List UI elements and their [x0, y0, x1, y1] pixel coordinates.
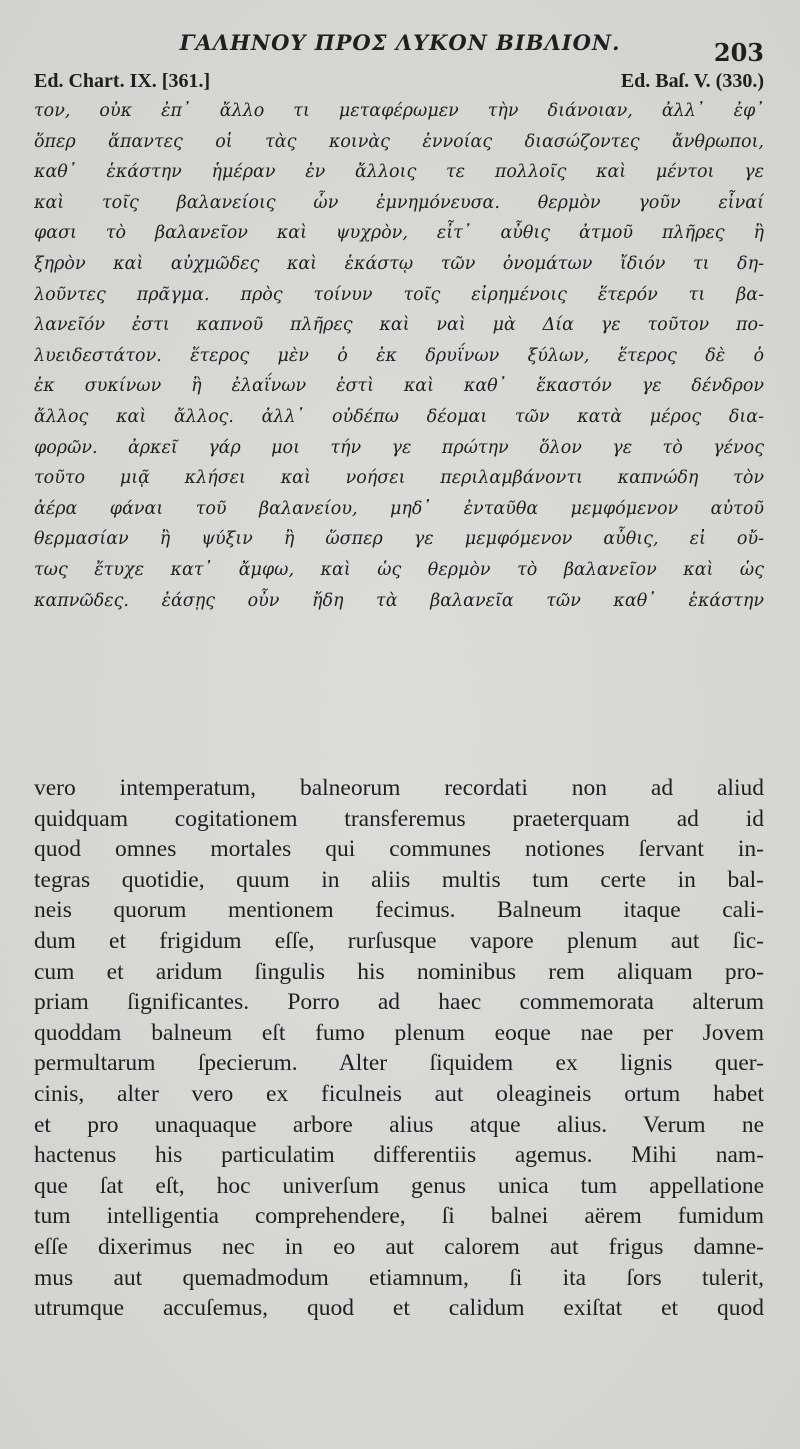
- latin-text-line: cinis, alter vero ex ficulneis aut oleagineis ortum habet: [34, 1080, 764, 1107]
- edition-reference-left: Ed. Chart. IX. [361.]: [34, 70, 211, 92]
- greek-text-line: καὶ τοῖς βαλανείοις ὧν ἐμνημόνευσα. θερμὸν γοῦν εἶναί: [34, 192, 764, 213]
- greek-text-block: [34, 96, 764, 616]
- greek-text-line: καπνῶδες. ἐάσῃς οὖν ἤδη τὰ βαλανεῖα τῶν καθ᾽ ἑκάστην: [34, 590, 764, 611]
- latin-text-line: que ſat eſt, hoc univerſum genus unica tum appellatione: [34, 1172, 764, 1199]
- greek-text-line: λοῦντες πρᾶγμα. πρὸς τοίνυν τοῖς εἰρημένοις ἕτερόν τι βα-: [34, 284, 764, 305]
- latin-text-line: tegras quotidie, quum in aliis multis tum certe in bal-: [34, 866, 764, 893]
- greek-text-line: τοῦτο μιᾷ κλήσει καὶ νοήσει περιλαμβάνοντι καπνώδη τὸν: [34, 468, 764, 489]
- latin-text-line: neis quorum mentionem fecimus. Balneum itaque cali-: [34, 897, 764, 924]
- latin-text-line: quidquam cogitationem transferemus praeterquam ad id: [34, 805, 764, 832]
- latin-text-line: eſſe dixerimus nec in eo aut calorem aut frigus damne-: [34, 1233, 764, 1260]
- greek-text-line: τως ἔτυχε κατ᾽ ἄμφω, καὶ ὡς θερμὸν τὸ βαλανεῖον καὶ ὡς: [34, 559, 764, 580]
- latin-text-line: tum intelligentia comprehendere, ſi balnei aërem fumidum: [34, 1203, 764, 1230]
- page-number: 203: [713, 38, 764, 67]
- latin-text-line: quod omnes mortales qui communes notiones ſervant in-: [34, 836, 764, 863]
- latin-text-line: utrumque accuſemus, quod et calidum exiſtat et quod: [34, 1295, 764, 1322]
- greek-text-line: τον, οὐκ ἐπ᾽ ἄλλο τι μεταφέρωμεν τὴν διάνοιαν, ἀλλ᾽ ἐφ᾽: [34, 101, 764, 121]
- latin-text-line: quoddam balneum eſt fumo plenum eoque nae per Jovem: [34, 1019, 764, 1046]
- running-title: ΓΑΛΗΝΟΥ ΠΡΟΣ ΛΥΚΟΝ ΒΙΒΛΙΟΝ.: [179, 30, 621, 55]
- latin-text-block: [34, 773, 764, 1324]
- greek-text-line: φασι τὸ βαλανεῖον καὶ ψυχρὸν, εἶτ᾽ αὖθις ἀτμοῦ πλῆρες ἢ: [34, 223, 764, 244]
- greek-text-line: ἄλλος καὶ ἄλλος. ἀλλ᾽ οὐδέπω δέομαι τῶν κατὰ μέρος δια-: [34, 406, 764, 427]
- latin-text-line: hactenus his particulatim differentiis agemus. Mihi nam-: [34, 1142, 764, 1169]
- greek-text-line: καθ᾽ ἑκάστην ἡμέραν ἐν ἄλλοις τε πολλοῖς καὶ μέντοι γε: [34, 162, 764, 183]
- latin-text-line: mus aut quemadmodum etiamnum, ſi ita ſors tulerit,: [34, 1264, 764, 1291]
- edition-reference-line: [34, 70, 764, 93]
- greek-text-line: λανεῖόν ἐστι καπνοῦ πλῆρες καὶ ναὶ μὰ Δία γε τοῦτον πο-: [34, 315, 764, 336]
- latin-text-line: priam ſignificantes. Porro ad haec commemorata alterum: [34, 989, 764, 1016]
- latin-text-line: permultarum ſpecierum. Alter ſiquidem ex lignis quer-: [34, 1050, 764, 1077]
- greek-text-line: φορῶν. ἀρκεῖ γάρ μοι τήν γε πρώτην ὅλον γε τὸ γένος: [34, 437, 764, 458]
- greek-text-line: ὅπερ ἅπαντες οἱ τὰς κοινὰς ἐννοίας διασώζοντες ἄνθρωποι,: [34, 131, 764, 152]
- greek-text-line: λυειδεστάτον. ἕτερος μὲν ὁ ἐκ δρυΐνων ξύλων, ἕτερος δὲ ὁ: [34, 345, 764, 366]
- greek-text-line: ἀέρα φάναι τοῦ βαλανείου, μηδ᾽ ἐνταῦθα μεμφόμενον αὐτοῦ: [34, 498, 764, 519]
- greek-text-line: ἐκ συκίνων ἢ ἐλαΐνων ἐστὶ καὶ καθ᾽ ἕκαστόν γε δένδρον: [34, 376, 764, 397]
- latin-text-line: cum et aridum ſingulis his nominibus rem aliquam pro-: [34, 958, 764, 985]
- latin-text-line: dum et frigidum eſſe, rurſusque vapore plenum aut ſic-: [34, 927, 764, 954]
- latin-text-line: vero intemperatum, balneorum recordati non ad aliud: [34, 775, 764, 801]
- greek-text-line: ξηρὸν καὶ αὐχμῶδες καὶ ἑκάστῳ τῶν ὀνομάτων ἴδιόν τι δη-: [34, 253, 764, 274]
- edition-reference-right: Ed. Baſ. V. (330.): [620, 70, 764, 92]
- latin-text-line: et pro unaquaque arbore alius atque alius. Verum ne: [34, 1111, 764, 1138]
- greek-text-line: θερμασίαν ἢ ψύξιν ἢ ὥσπερ γε μεμφόμενον αὖθις, εἰ οὔ-: [34, 529, 764, 550]
